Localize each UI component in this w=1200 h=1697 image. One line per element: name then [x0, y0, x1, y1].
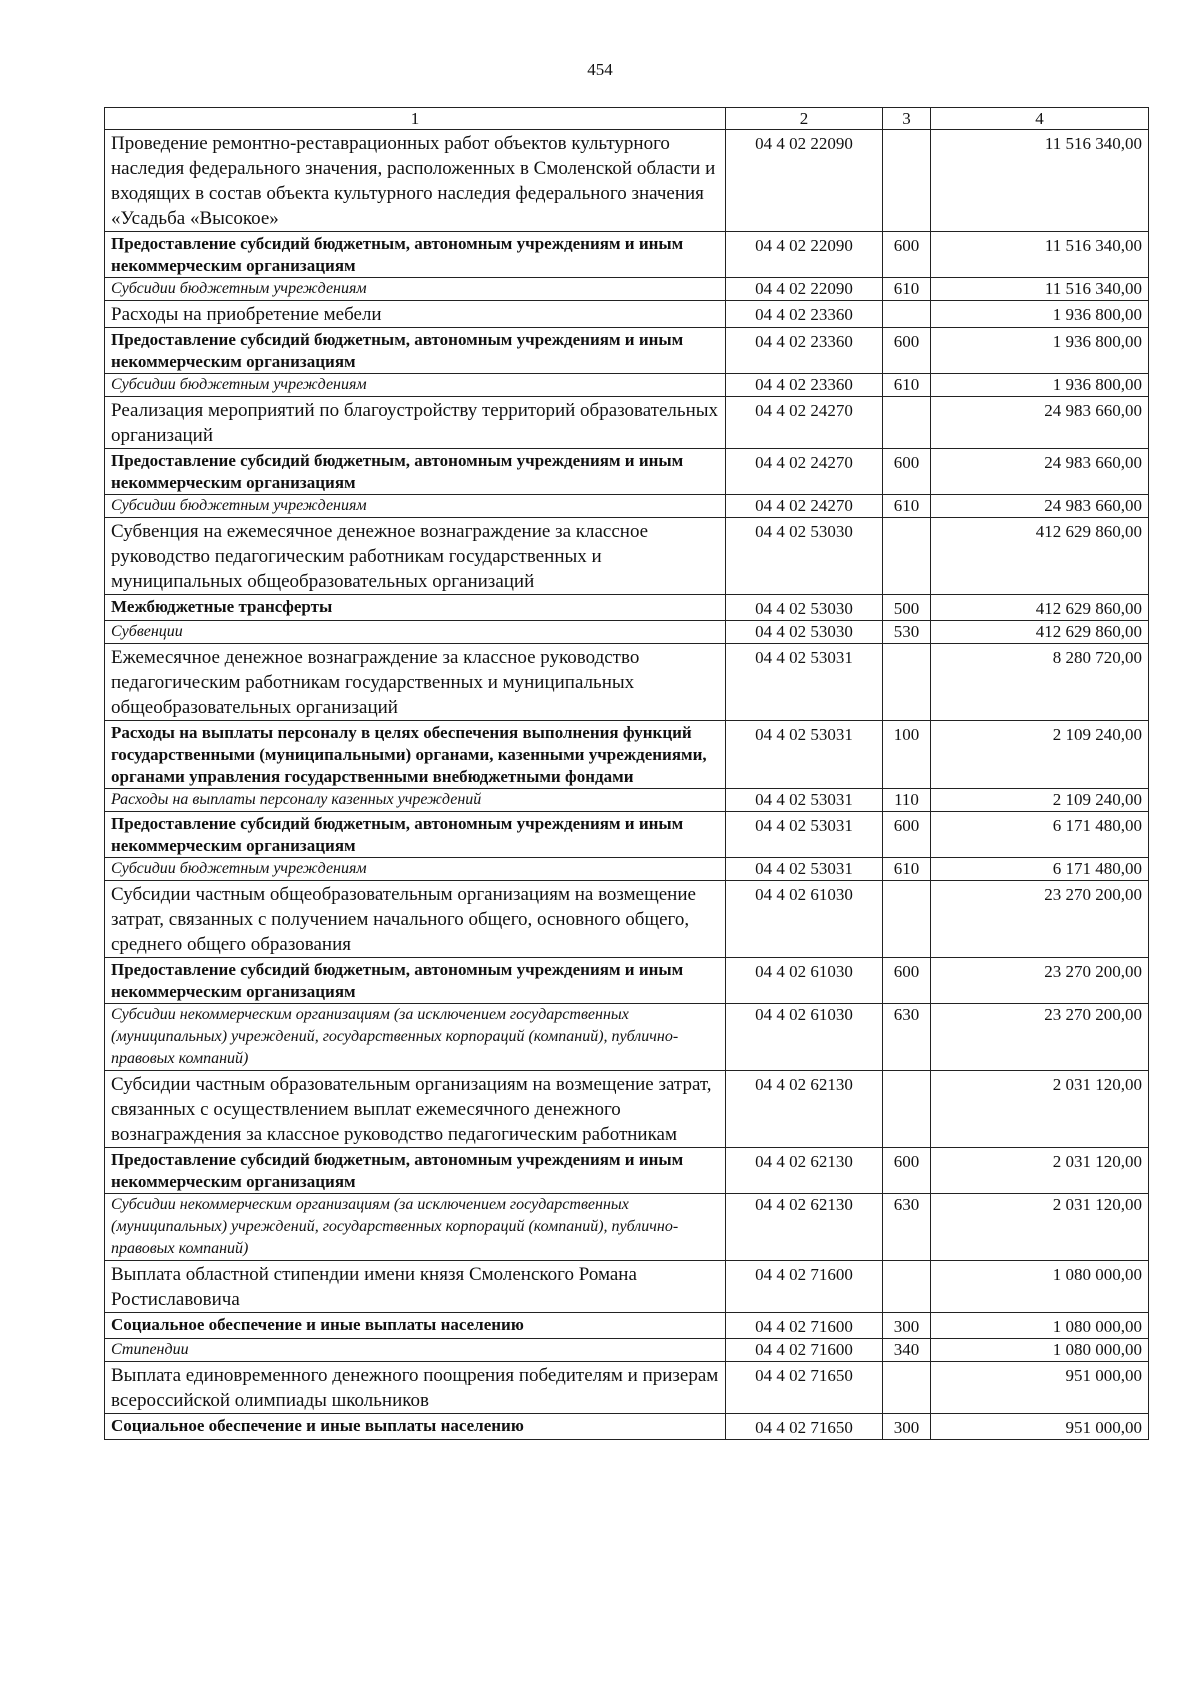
- row-type: 610: [883, 858, 931, 881]
- row-amount: 24 983 660,00: [931, 397, 1149, 449]
- row-name: Предоставление субсидий бюджетным, автономным учреждениям и иным некоммерческим организациям: [105, 958, 726, 1004]
- row-code: 04 4 02 22090: [726, 130, 883, 232]
- row-name: Предоставление субсидий бюджетным, автономным учреждениям и иным некоммерческим организациям: [105, 328, 726, 374]
- row-name: Субвенция на ежемесячное денежное вознаграждение за классное руководство педагогическим работникам государственных и муниципальных общеобразовательных организаций: [105, 518, 726, 595]
- row-name: Ежемесячное денежное вознаграждение за классное руководство педагогическим работникам государственных и муниципальных общеобразовательных организаций: [105, 644, 726, 721]
- row-type: 610: [883, 278, 931, 301]
- table-row: [105, 328, 1149, 374]
- row-name: Выплата единовременного денежного поощрения победителям и призерам всероссийской олимпиады школьников: [105, 1362, 726, 1414]
- row-amount: 11 516 340,00: [931, 232, 1149, 278]
- row-code: 04 4 02 71600: [726, 1313, 883, 1339]
- row-code: 04 4 02 22090: [726, 232, 883, 278]
- row-code: 04 4 02 53030: [726, 518, 883, 595]
- row-name: Реализация мероприятий по благоустройству территорий образовательных организаций: [105, 397, 726, 449]
- header-col-4: 4: [931, 108, 1149, 130]
- row-name: Расходы на выплаты персоналу казенных учреждений: [105, 789, 726, 812]
- row-amount: 1 936 800,00: [931, 328, 1149, 374]
- row-type: 110: [883, 789, 931, 812]
- row-amount: 11 516 340,00: [931, 130, 1149, 232]
- header-col-1: 1: [105, 108, 726, 130]
- row-type: [883, 881, 931, 958]
- row-type: 610: [883, 374, 931, 397]
- budget-table: [104, 107, 1149, 1440]
- row-code: 04 4 02 53030: [726, 621, 883, 644]
- row-amount: 2 031 120,00: [931, 1194, 1149, 1261]
- row-code: 04 4 02 71650: [726, 1414, 883, 1440]
- row-amount: 24 983 660,00: [931, 449, 1149, 495]
- table-row: [105, 595, 1149, 621]
- row-code: 04 4 02 61030: [726, 958, 883, 1004]
- row-amount: 11 516 340,00: [931, 278, 1149, 301]
- row-name: Субсидии частным общеобразовательным организациям на возмещение затрат, связанных с получением начального общего, основного общего, среднего общего образования: [105, 881, 726, 958]
- row-code: 04 4 02 62130: [726, 1194, 883, 1261]
- row-amount: 1 936 800,00: [931, 301, 1149, 328]
- row-type: [883, 397, 931, 449]
- table-row: [105, 397, 1149, 449]
- row-code: 04 4 02 53030: [726, 595, 883, 621]
- row-code: 04 4 02 53031: [726, 858, 883, 881]
- row-type: 530: [883, 621, 931, 644]
- row-type: 600: [883, 812, 931, 858]
- row-name: Выплата областной стипендии имени князя Смоленского Романа Ростиславовича: [105, 1261, 726, 1313]
- table-header-row: [105, 108, 1149, 130]
- row-amount: 24 983 660,00: [931, 495, 1149, 518]
- row-name: Субсидии частным образовательным организациям на возмещение затрат, связанных с осуществлением выплат ежемесячного денежного вознаграждения за классное руководство педагогическим работникам: [105, 1071, 726, 1148]
- table-row: [105, 1148, 1149, 1194]
- table-row: [105, 1414, 1149, 1440]
- row-amount: 6 171 480,00: [931, 812, 1149, 858]
- row-amount: 6 171 480,00: [931, 858, 1149, 881]
- row-name: Предоставление субсидий бюджетным, автономным учреждениям и иным некоммерческим организациям: [105, 232, 726, 278]
- row-code: 04 4 02 62130: [726, 1148, 883, 1194]
- row-code: 04 4 02 62130: [726, 1071, 883, 1148]
- table-row: [105, 721, 1149, 789]
- row-name: Расходы на выплаты персоналу в целях обеспечения выполнения функций государственными (муниципальными) органами, казенными учреждениями, органами управления государственными внебюджетными фондами: [105, 721, 726, 789]
- row-name: Предоставление субсидий бюджетным, автономным учреждениям и иным некоммерческим организациям: [105, 1148, 726, 1194]
- table-row: [105, 278, 1149, 301]
- page-number: 454: [587, 60, 613, 79]
- table-row: [105, 789, 1149, 812]
- row-type: [883, 518, 931, 595]
- row-code: 04 4 02 61030: [726, 881, 883, 958]
- row-amount: 2 031 120,00: [931, 1148, 1149, 1194]
- row-amount: 1 080 000,00: [931, 1313, 1149, 1339]
- row-amount: 8 280 720,00: [931, 644, 1149, 721]
- row-type: [883, 1261, 931, 1313]
- table-row: [105, 881, 1149, 958]
- row-type: [883, 130, 931, 232]
- header-col-2: 2: [726, 108, 883, 130]
- row-type: 500: [883, 595, 931, 621]
- row-amount: 23 270 200,00: [931, 1004, 1149, 1071]
- row-code: 04 4 02 23360: [726, 328, 883, 374]
- row-amount: 412 629 860,00: [931, 595, 1149, 621]
- row-amount: 2 109 240,00: [931, 789, 1149, 812]
- table-row: [105, 495, 1149, 518]
- row-type: 100: [883, 721, 931, 789]
- table-row: [105, 374, 1149, 397]
- row-type: 630: [883, 1194, 931, 1261]
- row-name: Субсидии бюджетным учреждениям: [105, 858, 726, 881]
- table-row: [105, 858, 1149, 881]
- row-amount: 1 080 000,00: [931, 1261, 1149, 1313]
- table-row: [105, 301, 1149, 328]
- table-row: [105, 1071, 1149, 1148]
- row-code: 04 4 02 24270: [726, 397, 883, 449]
- row-code: 04 4 02 23360: [726, 301, 883, 328]
- row-name: Предоставление субсидий бюджетным, автономным учреждениям и иным некоммерческим организациям: [105, 449, 726, 495]
- row-amount: 23 270 200,00: [931, 881, 1149, 958]
- row-code: 04 4 02 24270: [726, 495, 883, 518]
- row-code: 04 4 02 53031: [726, 644, 883, 721]
- row-amount: 951 000,00: [931, 1414, 1149, 1440]
- row-type: 600: [883, 328, 931, 374]
- row-code: 04 4 02 24270: [726, 449, 883, 495]
- row-type: 600: [883, 958, 931, 1004]
- row-code: 04 4 02 71650: [726, 1362, 883, 1414]
- row-name: Стипендии: [105, 1339, 726, 1362]
- row-code: 04 4 02 23360: [726, 374, 883, 397]
- row-type: [883, 644, 931, 721]
- row-amount: 412 629 860,00: [931, 518, 1149, 595]
- table-row: [105, 644, 1149, 721]
- row-type: 630: [883, 1004, 931, 1071]
- row-type: [883, 301, 931, 328]
- row-name: Социальное обеспечение и иные выплаты населению: [105, 1414, 726, 1440]
- table-row: [105, 1004, 1149, 1071]
- row-type: 600: [883, 449, 931, 495]
- table-row: [105, 449, 1149, 495]
- row-name: Субвенции: [105, 621, 726, 644]
- row-code: 04 4 02 53031: [726, 812, 883, 858]
- row-name: Субсидии бюджетным учреждениям: [105, 278, 726, 301]
- row-name: Проведение ремонтно-реставрационных работ объектов культурного наследия федерального значения, расположенных в Смоленской области и входящих в состав объекта культурного наследия федерального значения «Усадьба «Высокое»: [105, 130, 726, 232]
- table-row: [105, 518, 1149, 595]
- row-name: Предоставление субсидий бюджетным, автономным учреждениям и иным некоммерческим организациям: [105, 812, 726, 858]
- row-name: Социальное обеспечение и иные выплаты населению: [105, 1313, 726, 1339]
- table-row: [105, 1339, 1149, 1362]
- table-row: [105, 812, 1149, 858]
- row-code: 04 4 02 71600: [726, 1339, 883, 1362]
- row-code: 04 4 02 53031: [726, 789, 883, 812]
- table-row: [105, 130, 1149, 232]
- row-name: Расходы на приобретение мебели: [105, 301, 726, 328]
- table-row: [105, 232, 1149, 278]
- row-type: 300: [883, 1414, 931, 1440]
- table-row: [105, 1194, 1149, 1261]
- row-amount: 951 000,00: [931, 1362, 1149, 1414]
- row-code: 04 4 02 61030: [726, 1004, 883, 1071]
- table-row: [105, 1261, 1149, 1313]
- table-row: [105, 958, 1149, 1004]
- row-name: Субсидии бюджетным учреждениям: [105, 374, 726, 397]
- row-code: 04 4 02 22090: [726, 278, 883, 301]
- row-amount: 412 629 860,00: [931, 621, 1149, 644]
- row-amount: 2 109 240,00: [931, 721, 1149, 789]
- row-name: Субсидии некоммерческим организациям (за исключением государственных (муниципальных) учреждений, государственных корпораций (компаний), публично-правовых компаний): [105, 1004, 726, 1071]
- header-col-3: 3: [883, 108, 931, 130]
- row-code: 04 4 02 53031: [726, 721, 883, 789]
- table-body: [105, 130, 1149, 1440]
- row-type: [883, 1362, 931, 1414]
- row-amount: 2 031 120,00: [931, 1071, 1149, 1148]
- row-type: [883, 1071, 931, 1148]
- row-amount: 1 080 000,00: [931, 1339, 1149, 1362]
- row-type: 600: [883, 1148, 931, 1194]
- row-type: 340: [883, 1339, 931, 1362]
- row-type: 600: [883, 232, 931, 278]
- row-code: 04 4 02 71600: [726, 1261, 883, 1313]
- row-type: 300: [883, 1313, 931, 1339]
- row-amount: 23 270 200,00: [931, 958, 1149, 1004]
- table-row: [105, 1313, 1149, 1339]
- row-name: Межбюджетные трансферты: [105, 595, 726, 621]
- row-name: Субсидии бюджетным учреждениям: [105, 495, 726, 518]
- table-row: [105, 1362, 1149, 1414]
- row-amount: 1 936 800,00: [931, 374, 1149, 397]
- table-row: [105, 621, 1149, 644]
- row-type: 610: [883, 495, 931, 518]
- row-name: Субсидии некоммерческим организациям (за исключением государственных (муниципальных) учреждений, государственных корпораций (компаний), публично-правовых компаний): [105, 1194, 726, 1261]
